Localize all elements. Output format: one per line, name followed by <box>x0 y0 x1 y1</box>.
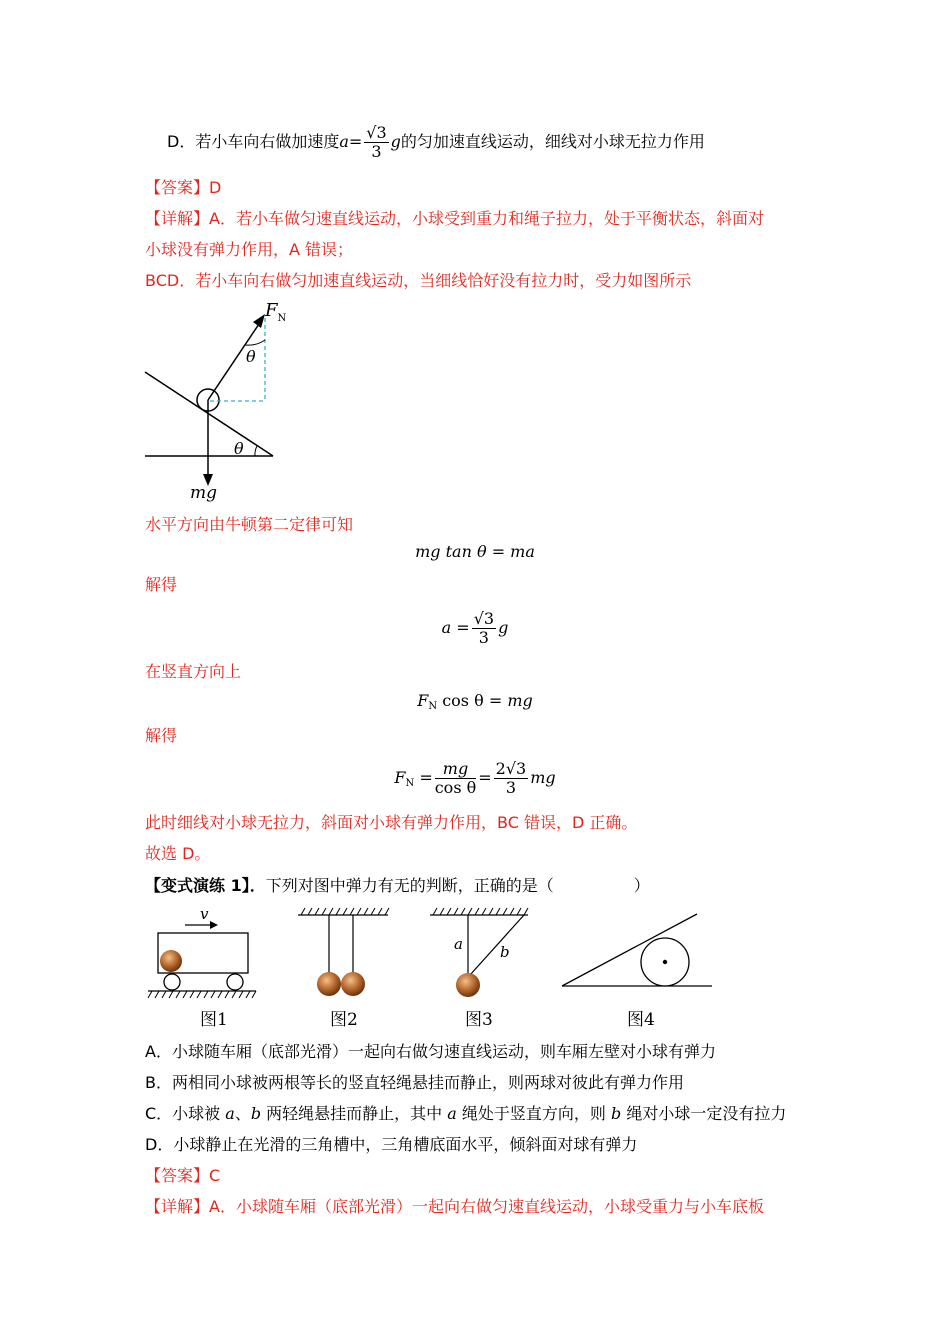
hanging-ball-left <box>317 972 341 996</box>
answer-1: 【答案】D <box>145 178 222 197</box>
eq2-rhs: g <box>498 618 509 637</box>
figure-two-balls <box>298 908 389 996</box>
bottom-angle-arc <box>255 446 257 456</box>
option-a: A．小球随车厢（底部光滑）一起向右做匀速直线运动，则车厢左壁对小球有弹力 <box>145 1042 716 1061</box>
option-c-a2: a <box>447 1104 457 1123</box>
explain-1-line-1: 【详解】A．若小车做匀速直线运动，小球受到重力和绳子拉力，处于平衡状态，斜面对 <box>145 209 764 228</box>
explain-1-bcd: BCD．若小车向右做匀加速直线运动，当细线恰好没有拉力时，受力如图所示 <box>145 271 692 290</box>
incline-line <box>145 372 273 456</box>
eq4-eq2: = <box>478 768 492 787</box>
eq4-fraction-2 <box>494 760 529 797</box>
cart-ball <box>160 950 182 972</box>
cart-wheel-left <box>164 974 180 990</box>
eq4-rhs: mg <box>530 768 556 787</box>
option-d-prefix: D．若小车向右做加速度 <box>167 132 340 151</box>
conclusion: 此时细线对小球无拉力，斜面对小球有弹力作用，BC 错误，D 正确。 <box>145 813 638 832</box>
eq3-mid: cos θ <box>437 691 484 710</box>
eq4-num-2: 2√3 <box>495 759 527 778</box>
figure-triangle-groove <box>562 914 712 986</box>
ceiling-2-hatch <box>301 908 389 915</box>
eq4-den-2: 3 <box>505 778 517 797</box>
eq4-fraction-1 <box>435 760 477 797</box>
ceiling-3-hatch <box>433 908 528 915</box>
theta-bottom-label: θ <box>234 439 244 458</box>
rope-a-label: a <box>454 935 463 953</box>
option-c-a: a <box>225 1104 235 1123</box>
eq4-sub: N <box>405 778 415 789</box>
option-d-numerator: √3 <box>366 123 387 142</box>
cart-wheel-right <box>227 974 243 990</box>
hanging-ball-right <box>341 972 365 996</box>
caption-fig3: 图3 <box>465 1010 493 1030</box>
force-diagram <box>140 300 320 510</box>
eq2-lhs: a = <box>441 618 470 637</box>
eq2-denominator: 3 <box>478 628 489 647</box>
variant-question: 下列对图中弹力有无的判断，正确的是（ ） <box>265 876 650 895</box>
answer-2: 【答案】C <box>145 1166 221 1185</box>
option-d-g: g <box>390 132 401 151</box>
rope-b <box>470 915 524 975</box>
option-d-a-var: a <box>339 132 349 151</box>
caption-fig4: 图4 <box>627 1010 655 1030</box>
equation-4 <box>0 756 950 800</box>
explain-1-line-2: 小球没有弹力作用，A 错误； <box>145 240 354 259</box>
variant-title: 【变式演练 1】． <box>145 876 266 895</box>
eq4-eq: = <box>419 768 433 787</box>
eq4-f: F <box>394 768 406 787</box>
eq2-fraction <box>472 610 496 647</box>
figure-two-ropes <box>430 908 528 997</box>
eq3-f: F <box>417 691 429 710</box>
equation-3 <box>0 690 950 718</box>
choose: 故选 D。 <box>145 844 211 863</box>
option-c-p5: 绳对小球一定没有拉力 <box>621 1104 787 1123</box>
eq3-rhs: = mg <box>488 691 533 710</box>
option-c-b2: b <box>611 1104 622 1123</box>
option-d-fraction <box>364 124 388 161</box>
option-d-denominator: 3 <box>371 142 382 161</box>
variant-question-line <box>145 875 650 897</box>
option-b: B．两相同小球被两根等长的竖直轻绳悬挂而静止，则两球对彼此有弹力作用 <box>145 1073 684 1092</box>
text-horizontal: 水平方向由牛顿第二定律可知 <box>145 515 354 534</box>
normal-force-arrowhead <box>253 314 265 328</box>
eq2-numerator: √3 <box>473 609 495 628</box>
eq1-lhs: mg tan θ <box>415 542 487 561</box>
eq4-num-1: mg <box>435 760 477 779</box>
option-c-p1: C．小球被 <box>145 1104 226 1123</box>
theta-top-label: θ <box>246 347 256 366</box>
option-d-line <box>167 120 705 164</box>
explain-2: 【详解】A．小球随车厢（底部光滑）一起向右做匀速直线运动，小球受重力与小车底板 <box>145 1197 764 1216</box>
option-c-p3: 两轻绳悬挂而静止，其中 <box>261 1104 448 1123</box>
option-d-suffix: 的匀加速直线运动，细线对小球无拉力作用 <box>400 132 705 151</box>
caption-fig2: 图2 <box>330 1010 358 1030</box>
eq4-den-1: cos θ <box>434 778 477 797</box>
caption-fig1: 图1 <box>200 1010 228 1030</box>
figure-cart <box>148 905 256 998</box>
text-vertical: 在竖直方向上 <box>145 662 242 681</box>
option-c <box>145 1103 786 1125</box>
velocity-label: v <box>200 905 209 923</box>
cart-ground-hatch <box>148 991 256 998</box>
text-solve-1: 解得 <box>145 575 178 594</box>
equation-2 <box>0 606 950 650</box>
option-c-p2: 、 <box>234 1104 251 1123</box>
fn-label: $F_N$ <box>265 300 287 324</box>
option-d: D．小球静止在光滑的三角槽中，三角槽底面水平，倾斜面对球有弹力 <box>145 1135 638 1154</box>
rope-ball <box>456 973 480 997</box>
option-d-eq: = <box>348 132 363 151</box>
eq3-sub: N <box>428 701 438 712</box>
rope-b-label: b <box>500 943 510 961</box>
equation-1 <box>0 541 950 563</box>
figures-row <box>140 905 720 1035</box>
option-c-b: b <box>250 1104 262 1123</box>
velocity-arrowhead <box>210 921 218 929</box>
text-solve-2: 解得 <box>145 726 178 745</box>
option-c-p4: 绳处于竖直方向，则 <box>456 1104 611 1123</box>
groove-ball-center <box>663 960 667 964</box>
eq1-rhs: = ma <box>491 542 535 561</box>
mg-label: mg <box>190 483 218 503</box>
